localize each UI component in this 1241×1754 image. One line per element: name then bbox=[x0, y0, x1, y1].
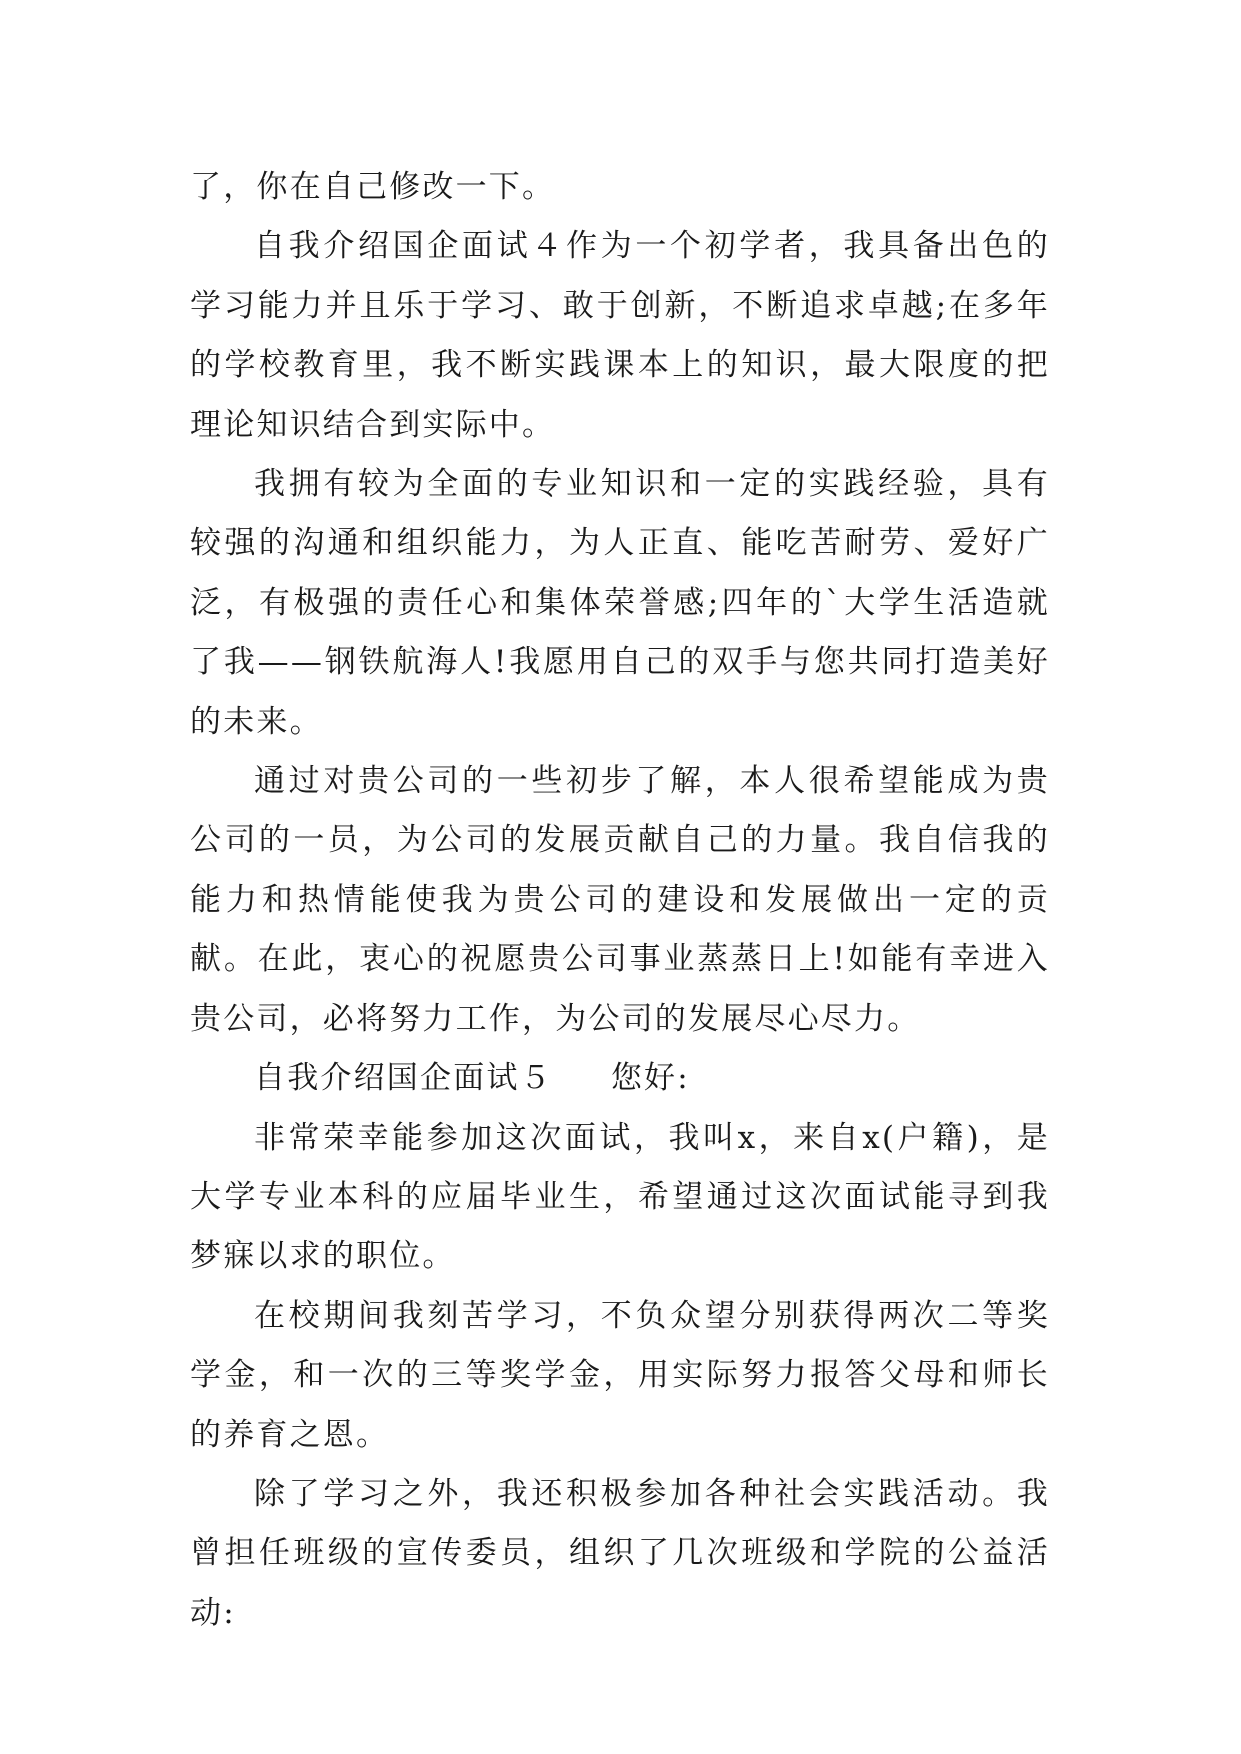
section-heading-5 bbox=[190, 1049, 1050, 1108]
paragraph: 我拥有较为全面的专业知识和一定的实践经验，具有较强的沟通和组织能力，为人正直、能吃苦耐劳、爱好广泛，有极强的责任心和集体荣誉感;四年的`大学生活造就了我——钢铁航海人!我愿用自己的双手与您共同打造美好的未来。 bbox=[190, 466, 1050, 740]
paragraph-continuation: 了，你在自己修改一下。 bbox=[190, 169, 556, 205]
section-lead-text: 您好: bbox=[610, 1060, 690, 1097]
section-title: 自我介绍国企面试４ bbox=[254, 228, 567, 265]
section-title: 自我介绍国企面试５ bbox=[254, 1060, 553, 1097]
paragraph: 通过对贵公司的一些初步了解，本人很希望能成为贵公司的一员，为公司的发展贡献自己的力量。我自信我的能力和热情能使我为贵公司的建设和发展做出一定的贡献。在此，衷心的祝愿贵公司事业蒸蒸日上!如能有幸进入贵公司，必将努力工作，为公司的发展尽心尽力。 bbox=[190, 763, 1050, 1037]
section-lead-text: 作为一个初学者，我具备出色的学习能力并且乐于学习、敢于创新，不断追求卓越;在多年的学校教育里，我不断实践课本上的知识，最大限度的把理论知识结合到实际中。 bbox=[190, 228, 1050, 443]
section-heading-4 bbox=[190, 217, 1050, 455]
paragraph: 在校期间我刻苦学习，不负众望分别获得两次二等奖学金，和一次的三等奖学金，用实际努力报答父母和师长的养育之恩。 bbox=[190, 1297, 1050, 1453]
paragraph: 除了学习之外，我还积极参加各种社会实践活动。我曾担任班级的宣传委员，组织了几次班级和学院的公益活动: bbox=[190, 1475, 1050, 1631]
paragraph: 非常荣幸能参加这次面试，我叫x，来自x(户籍)，是大学专业本科的应届毕业生，希望通过这次面试能寻到我梦寐以求的职位。 bbox=[190, 1119, 1050, 1275]
document-body bbox=[190, 158, 1050, 1643]
